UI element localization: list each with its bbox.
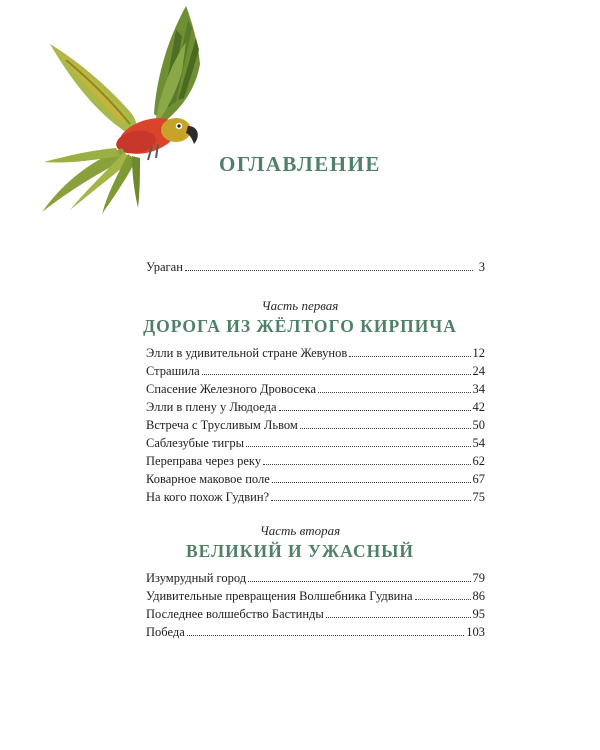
- toc-item[interactable]: [146, 623, 485, 641]
- dot-leader: [263, 463, 470, 465]
- toc-item-intro[interactable]: [146, 258, 485, 276]
- chapter-title: Элли в удивительной стране Жевунов: [146, 346, 348, 360]
- toc-item[interactable]: [146, 434, 485, 452]
- toc-item[interactable]: [146, 587, 485, 605]
- page-number: 86: [472, 589, 485, 603]
- chapter-title: Страшила: [146, 364, 200, 378]
- dot-leader: [271, 499, 470, 501]
- dot-leader: [185, 269, 473, 271]
- toc-item[interactable]: [146, 605, 485, 623]
- chapter-title: На кого похож Гудвин?: [146, 490, 270, 504]
- page-number: 24: [472, 364, 485, 378]
- toc-item[interactable]: [146, 452, 485, 470]
- toc-item[interactable]: [146, 488, 485, 506]
- dot-leader: [187, 634, 464, 636]
- dot-leader: [272, 481, 471, 483]
- page-number: 54: [472, 436, 485, 450]
- chapter-title: Изумрудный город: [146, 571, 247, 585]
- page-number: 62: [472, 454, 485, 468]
- chapter-title: Саблезубые тигры: [146, 436, 244, 450]
- page-number: 79: [472, 571, 485, 585]
- page-number: 34: [472, 382, 485, 396]
- page-number: 95: [472, 607, 485, 621]
- chapter-title: Последнее волшебство Бастинды: [146, 607, 324, 621]
- part-label: Часть вторая: [259, 523, 341, 538]
- dot-leader: [279, 409, 471, 411]
- dot-leader: [248, 580, 470, 582]
- toc-item[interactable]: [146, 416, 485, 434]
- page-number: 67: [472, 472, 485, 486]
- toc-item[interactable]: [146, 380, 485, 398]
- dot-leader: [415, 598, 471, 600]
- part-label: Часть первая: [261, 298, 339, 313]
- page-number: 50: [472, 418, 485, 432]
- page-number: 12: [472, 346, 485, 360]
- chapter-title: Спасение Железного Дровосека: [146, 382, 317, 396]
- chapter-title: Переправа через реку: [146, 454, 262, 468]
- chapter-title: Встреча с Трусливым Львом: [146, 418, 298, 432]
- page-number: 3: [478, 260, 485, 274]
- page-title: ОГЛАВЛЕНИЕ: [219, 152, 381, 176]
- chapter-title: Коварное маковое поле: [146, 472, 270, 486]
- dot-leader: [349, 355, 470, 357]
- toc-item[interactable]: [146, 362, 485, 380]
- dot-leader: [300, 427, 471, 429]
- dot-leader: [202, 373, 471, 375]
- dot-leader: [246, 445, 471, 447]
- toc-item[interactable]: [146, 398, 485, 416]
- parrot-illustration: [36, 2, 211, 217]
- chapter-title: Элли в плену у Людоеда: [146, 400, 277, 414]
- dot-leader: [326, 616, 471, 618]
- dot-leader: [318, 391, 470, 393]
- page-number: 42: [472, 400, 485, 414]
- page-number: 103: [466, 625, 485, 639]
- page-number: 75: [472, 490, 485, 504]
- toc-item[interactable]: [146, 569, 485, 587]
- toc-item[interactable]: [146, 470, 485, 488]
- toc-intro: [146, 258, 485, 276]
- part-title: ВЕЛИКИЙ И УЖАСНЫЙ: [186, 541, 414, 561]
- chapter-title: Ураган: [146, 260, 183, 274]
- toc-list-part2: [146, 569, 485, 641]
- chapter-title: Победа: [146, 625, 185, 639]
- toc-list-part1: [146, 344, 485, 506]
- chapter-title: Удивительные превращения Волшебника Гудвина: [146, 589, 413, 603]
- part-title: ДОРОГА ИЗ ЖЁЛТОГО КИРПИЧА: [143, 316, 457, 336]
- toc-item[interactable]: [146, 344, 485, 362]
